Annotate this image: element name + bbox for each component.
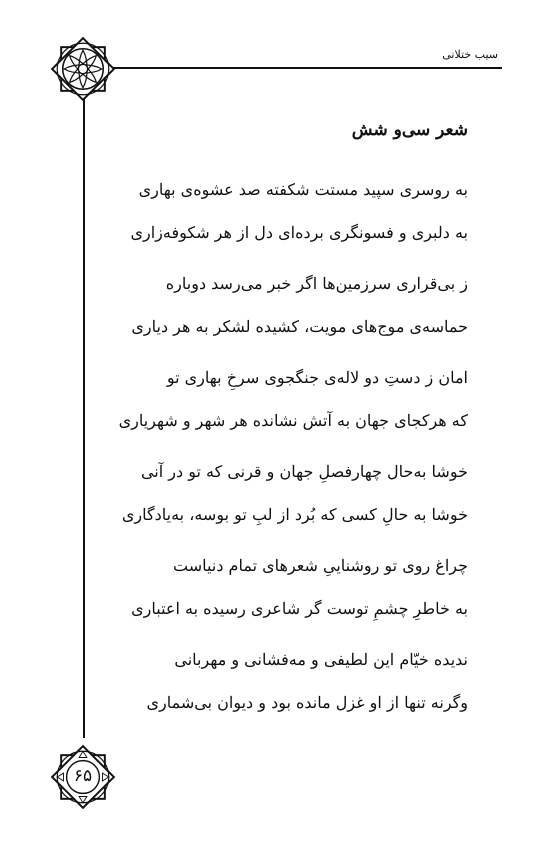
verse-line: چراغ روی تو روشناییِ شعرهای تمام دنیاست bbox=[173, 556, 468, 575]
poem-title: شعر سی‌و شش bbox=[351, 120, 468, 140]
poem-body bbox=[100, 180, 468, 744]
verse-line: حماسه‌ی موج‌های مویت، کشیده لشکر به هر دیاری bbox=[131, 317, 468, 336]
stanza bbox=[100, 650, 468, 712]
verse-line: خوشا به حالِ کسی که بُرد از لبِ تو بوسه، به‌یادگاری bbox=[121, 505, 468, 524]
verse-line: وگرنه تنها از او غزل مانده بود و دیوان بی‌شماری bbox=[146, 693, 468, 712]
stanza bbox=[100, 180, 468, 242]
verse-line: که هرکجای جهان به آتش نشانده هر شهر و شهریاری bbox=[118, 411, 468, 430]
verse-line: به خاطرِ چشمِ توست گر شاعری رسیده به اعتباری bbox=[131, 599, 468, 618]
stanza bbox=[100, 368, 468, 430]
margin-rule bbox=[83, 98, 85, 738]
page-number: ۶۵ bbox=[73, 766, 93, 786]
header-rule bbox=[80, 67, 502, 69]
verse-line: به روسری سپید مستت شکفته صد عشوه‌ی بهاری bbox=[138, 180, 468, 199]
rosette-ornament-icon bbox=[44, 30, 122, 108]
verse-line: ز بی‌قراری سرزمین‌ها اگر خبر می‌رسد دوباره bbox=[165, 274, 468, 293]
running-header: سیب ختلانی bbox=[442, 48, 498, 61]
verse-line: امان ز دستِ دو لاله‌ی جنگجوی سرخِ بهاری تو bbox=[166, 368, 468, 387]
verse-line: ندیده خیّام این لطیفی و مه‌فشانی و مهربانی bbox=[174, 650, 468, 669]
stanza bbox=[100, 556, 468, 618]
verse-line: خوشا به‌حال چهارفصلِ جهان و قرنی که تو در آنی bbox=[140, 462, 468, 481]
verse-line: به دلبری و فسونگری برده‌ای دل از هر شکوفه‌زاری bbox=[130, 223, 468, 242]
stanza bbox=[100, 462, 468, 524]
stanza bbox=[100, 274, 468, 336]
